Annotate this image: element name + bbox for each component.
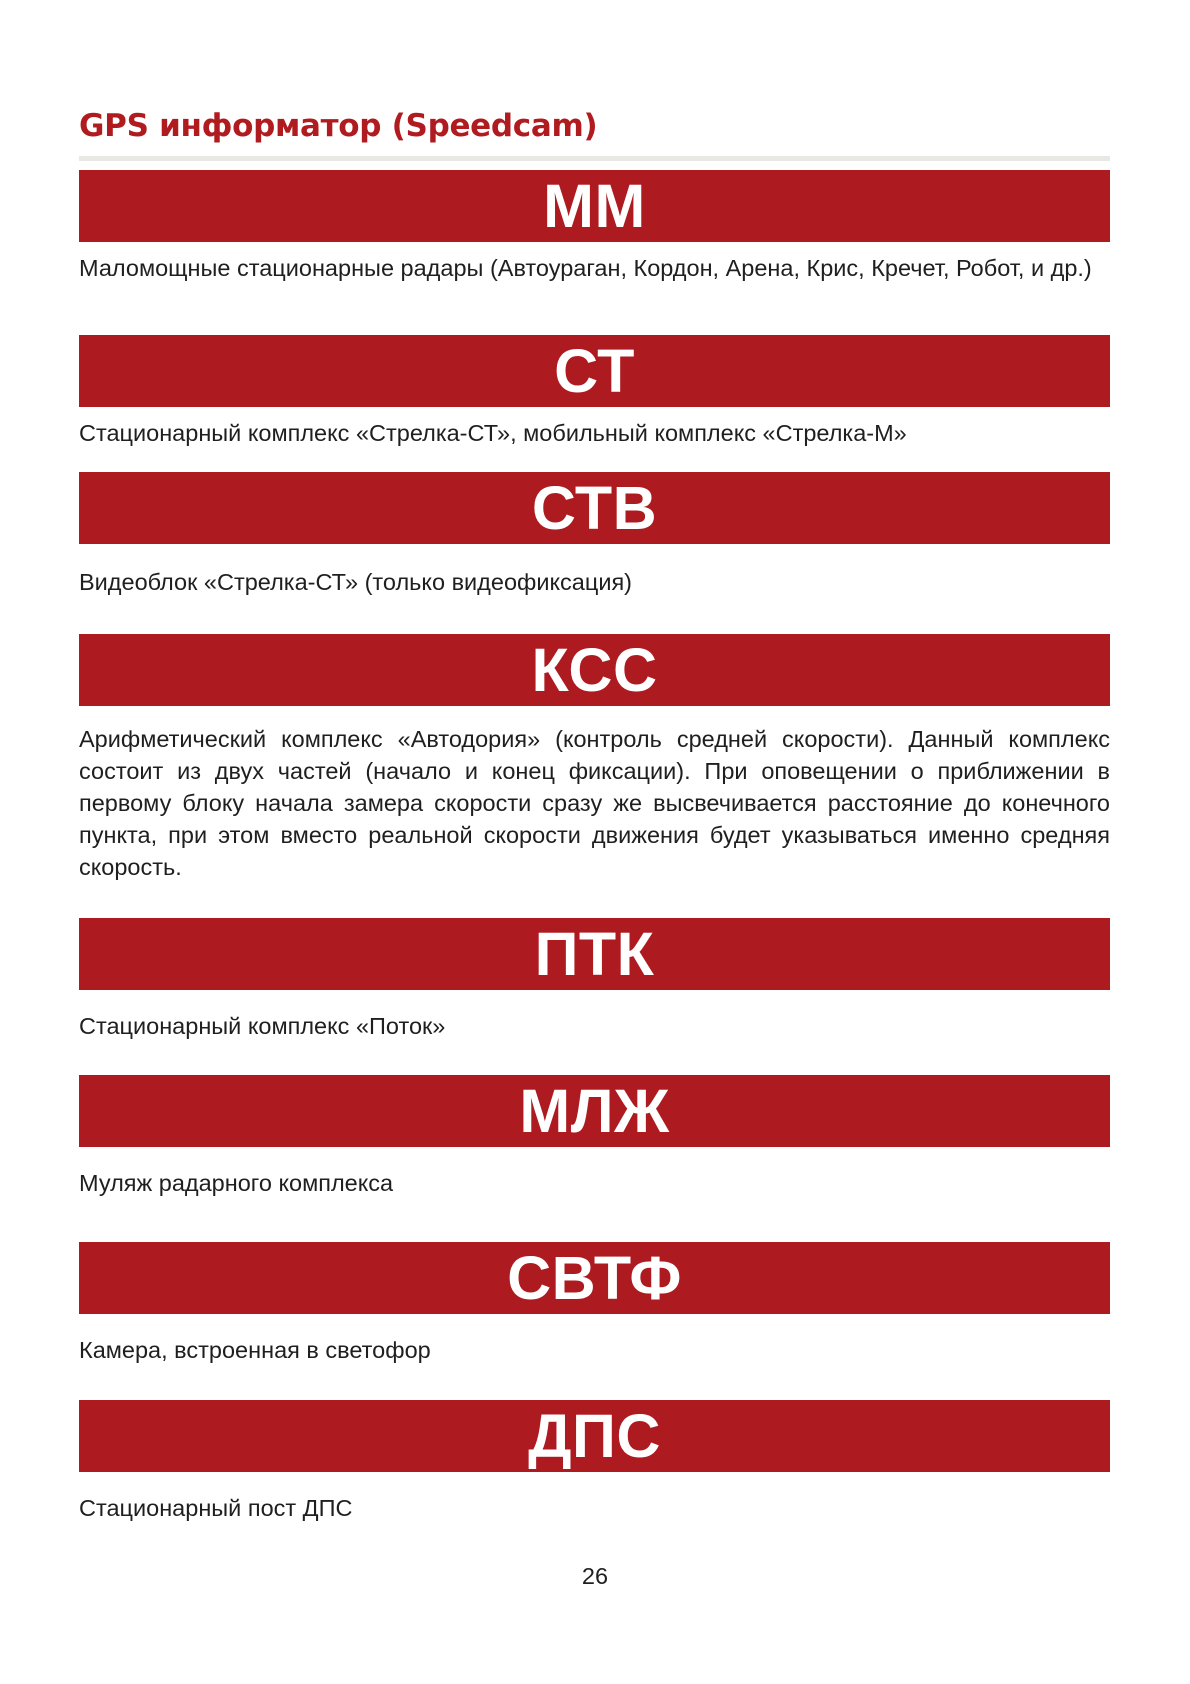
code-description: Стационарный комплекс «Поток» <box>79 1013 446 1039</box>
page-title: GPS информатор (Speedcam) <box>79 108 598 144</box>
code-description: Видеоблок «Стрелка-СТ» (только видеофиксация) <box>79 569 632 595</box>
section-dps <box>79 1400 1110 1524</box>
section-kss <box>79 634 1110 883</box>
section-st <box>79 335 1110 449</box>
section-mm <box>79 170 1110 284</box>
code-description: Камера, встроенная в светофор <box>79 1337 431 1363</box>
code-banner: КСС <box>79 634 1110 706</box>
section-svtf <box>79 1242 1110 1366</box>
code-banner: ДПС <box>79 1400 1110 1472</box>
section-ptk <box>79 918 1110 1042</box>
code-description: Маломощные стационарные радары (Автоураган, Кордон, Арена, Крис, Кречет, Робот, и др.) <box>79 255 1092 281</box>
section-mlzh <box>79 1075 1110 1199</box>
code-banner: ММ <box>79 170 1110 242</box>
code-description: Арифметический комплекс «Автодория» (контроль средней скорости). Данный комплекс состоит из двух частей (начало и конец фиксации). При оповещении о приближении в первому блоку начала замера скорости сразу же высвечивается расстояние до конечного пункта, при этом вместо реальной скорости движения будет указываться именно средняя скорость. <box>79 726 1110 880</box>
code-banner: СТВ <box>79 472 1110 544</box>
code-banner: СТ <box>79 335 1110 407</box>
code-banner: МЛЖ <box>79 1075 1110 1147</box>
title-divider <box>79 156 1110 161</box>
code-description: Стационарный пост ДПС <box>79 1495 353 1521</box>
section-stv <box>79 472 1110 598</box>
code-banner: СВТФ <box>79 1242 1110 1314</box>
code-banner: ПТК <box>79 918 1110 990</box>
code-description: Муляж радарного комплекса <box>79 1170 394 1196</box>
page-number: 26 <box>581 1563 609 1589</box>
code-description: Стационарный комплекс «Стрелка-СТ», мобильный комплекс «Стрелка-М» <box>79 420 907 446</box>
